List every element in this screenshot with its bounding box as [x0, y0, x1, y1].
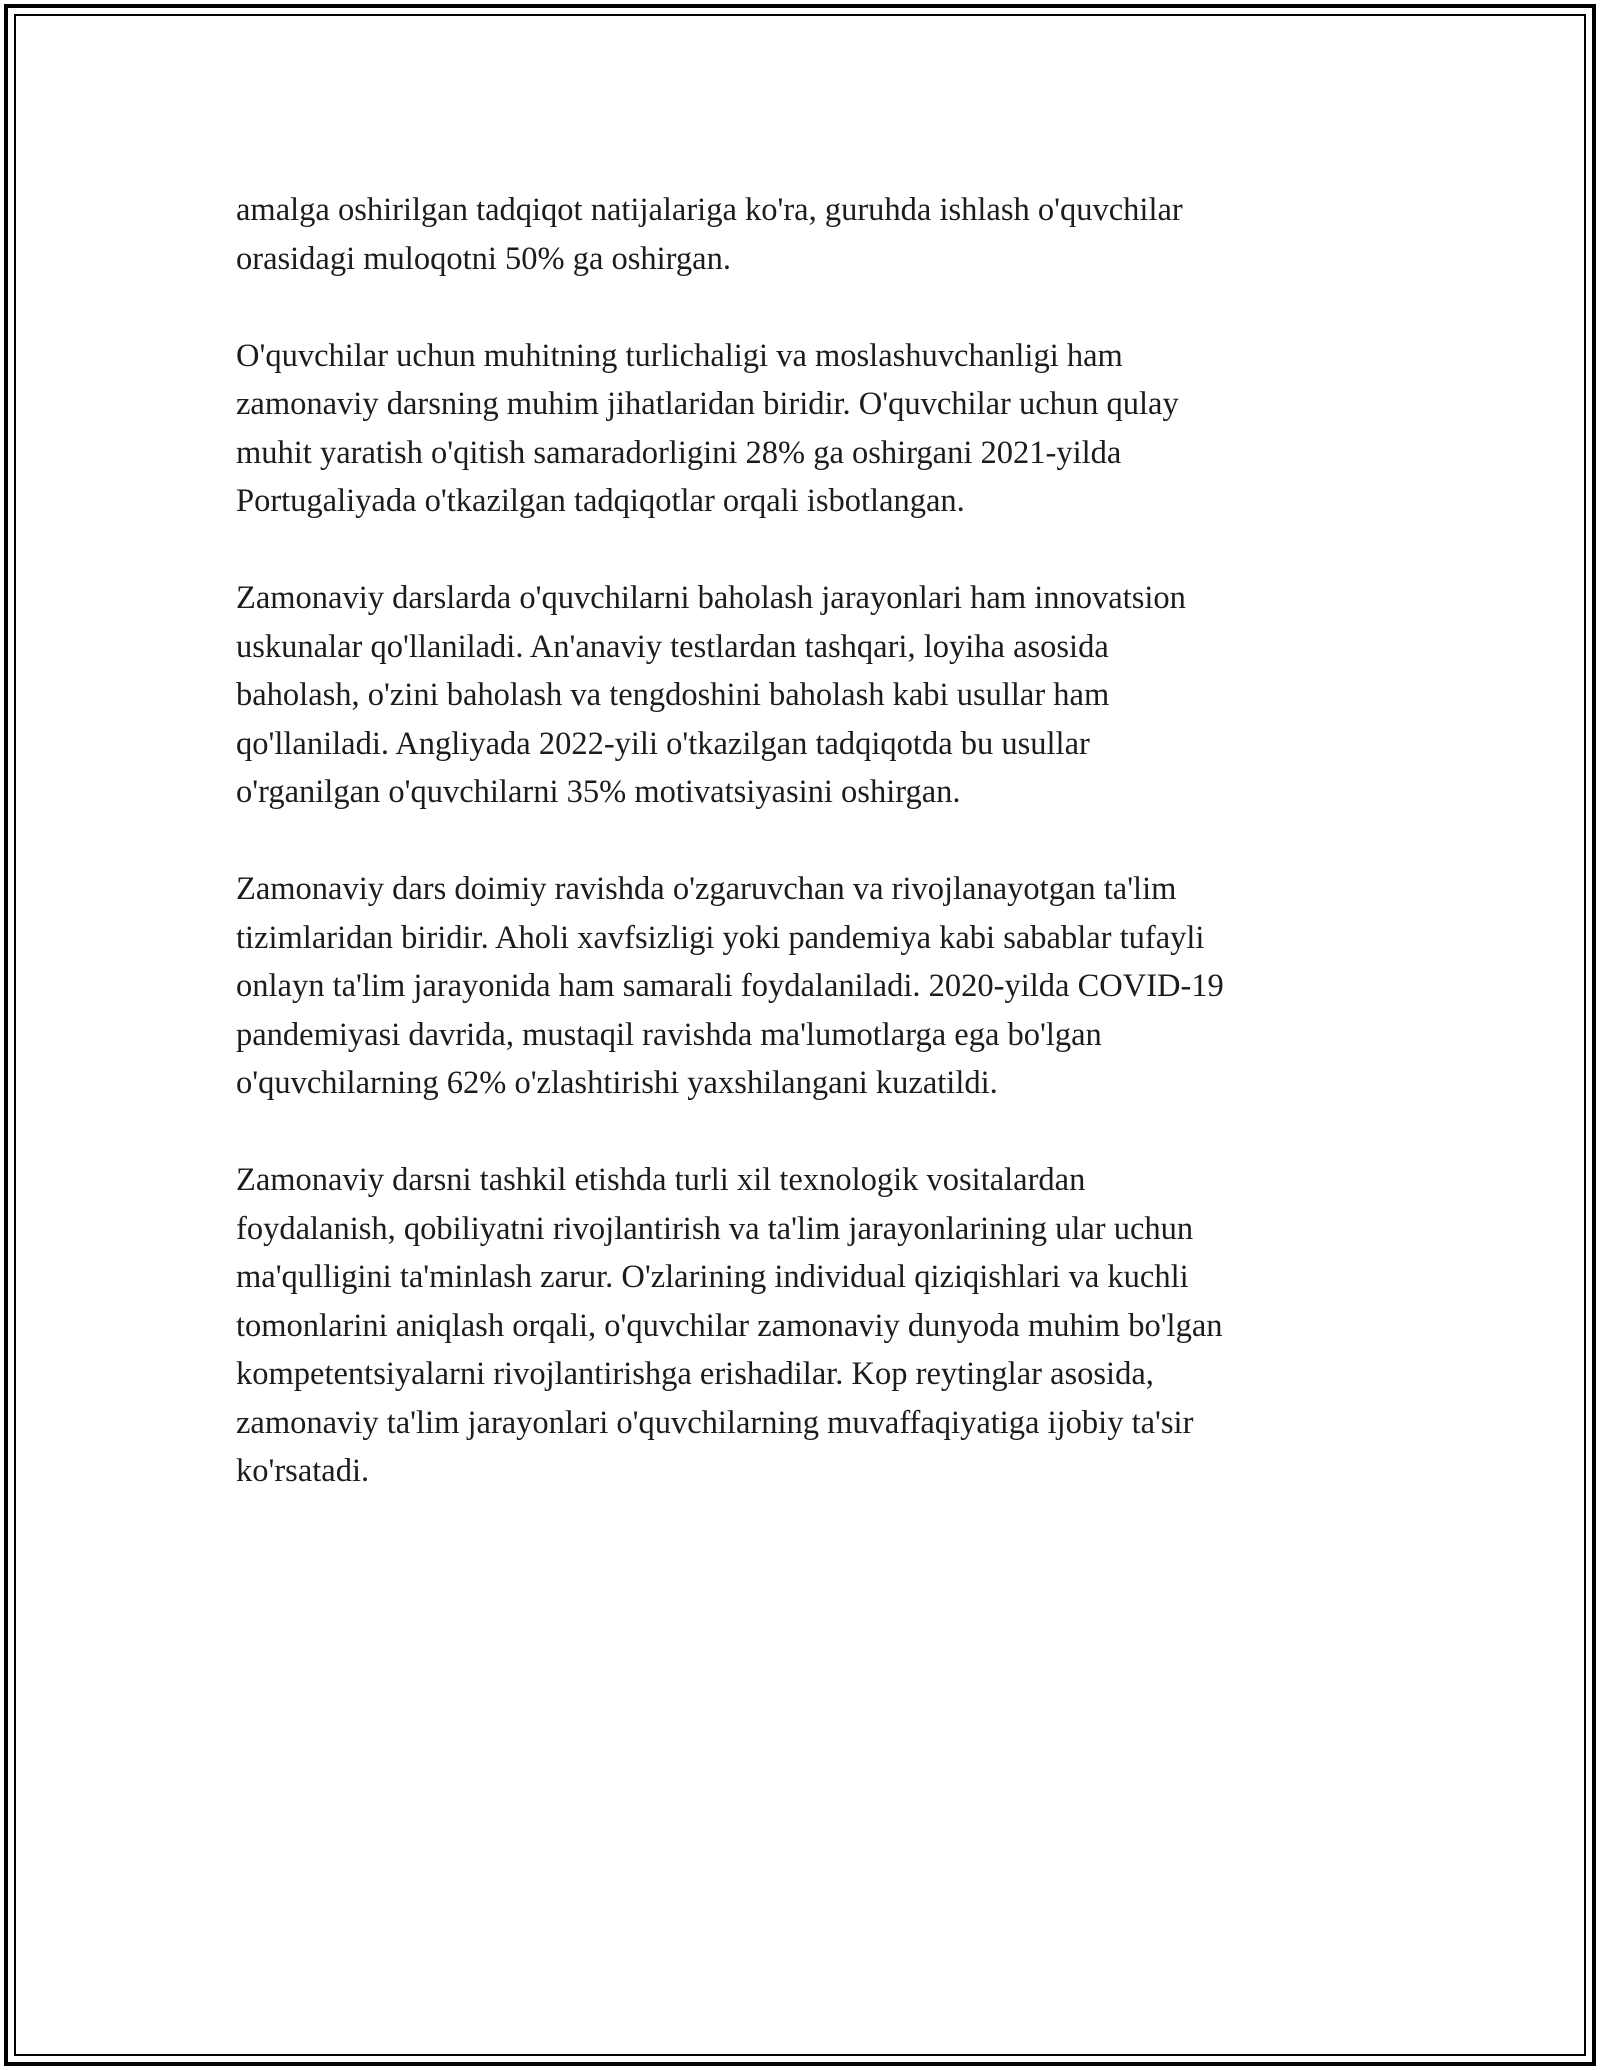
paragraph-5: Zamonaviy darsni tashkil etishda turli xil texnologik vositalardan foydalanish, qobiliyatni rivojlantirish va ta'lim jarayonlarining ular uchun ma'qulligini ta'minlash zarur. O'zlarining individual qiziqishlari va kuchli tomonlarini aniqlash orqali, o'quvchilar zamonaviy dunyoda muhim bo'lgan kompetentsiyalarni rivojlantirishga erishadilar. Kop reytinglar asosida, zamonaviy ta'lim jarayonlari o'quvchilarning muvaffaqiyatiga ijobiy ta'sir ko'rsatadi. [236, 1162, 1223, 1489]
paragraph-2: O'quvchilar uchun muhitning turlichaligi va moslashuvchanligi ham zamonaviy darsning muhim jihatlaridan biridir. O'quvchilar uchun qulay muhit yaratish o'qitish samaradorligini 28% ga oshirgani 2021-yilda Portugaliyada o'tkazilgan tadqiqotlar orqali isbotlangan. [236, 337, 1179, 519]
document-body [236, 186, 1364, 1544]
paragraph-3: Zamonaviy darslarda o'quvchilarni baholash jarayonlari ham innovatsion uskunalar qo'llaniladi. An'anaviy testlardan tashqari, loyiha asosida baholash, o'zini baholash va tengdoshini baholash kabi usullar ham qo'llaniladi. Angliyada 2022-yili o'tkazilgan tadqiqotda bu usullar o'rganilgan o'quvchilarni 35% motivatsiyasini oshirgan. [236, 580, 1186, 810]
paragraph-1: amalga oshirilgan tadqiqot natijalariga ko'ra, guruhda ishlash o'quvchilar orasidagi muloqotni 50% ga oshirgan. [236, 192, 1183, 277]
paragraph-4: Zamonaviy dars doimiy ravishda o'zgaruvchan va rivojlanayotgan ta'lim tizimlaridan biridir. Aholi xavfsizligi yoki pandemiya kabi sabablar tufayli onlayn ta'lim jarayonida ham samarali foydalaniladi. 2020-yilda COVID-19 pandemiyasi davrida, mustaqil ravishda ma'lumotlarga ega bo'lgan o'quvchilarning 62% o'zlashtirishi yaxshilangani kuzatildi. [236, 871, 1224, 1101]
